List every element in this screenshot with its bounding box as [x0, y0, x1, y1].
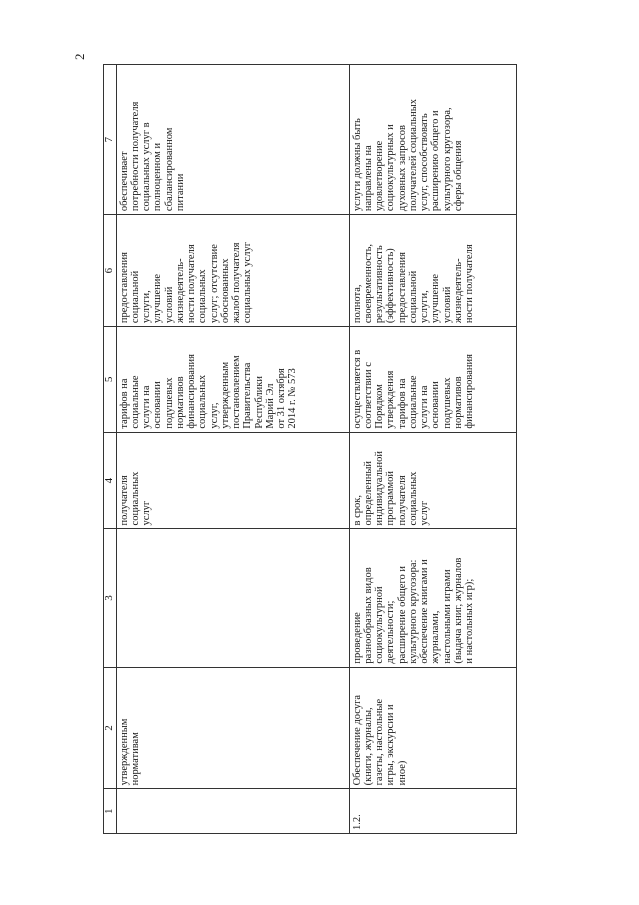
row1-funding: тарифов на социальные услуги на основании подушевых нормативов финансирования социальных услуг, утвержденным постановлением Правительства Республики Марий Эл от 31 октября 2014 г. № 573	[116, 327, 349, 433]
row2-number: 1.2.	[349, 789, 516, 834]
row1-conditions: обеспечивает потребности получателя социальных услуг в полноценном и сбалансированном питании	[116, 65, 349, 215]
header-cell-6: 6	[104, 215, 117, 327]
row1-number	[116, 789, 349, 834]
header-cell-4: 4	[104, 432, 117, 529]
header-cell-1: 1	[104, 789, 117, 834]
row1-term: получателя социальных услуг	[116, 432, 349, 529]
header-cell-3: 3	[104, 529, 117, 667]
row2-service-name: Обеспечение досуга (книги, журналы, газеты, настольные игры, экскурсии и иное)	[349, 667, 516, 789]
header-cell-7: 7	[104, 65, 117, 215]
row1-description	[116, 529, 349, 667]
header-cell-5: 5	[104, 327, 117, 433]
table-row	[116, 65, 349, 834]
row2-funding: осуществляется в соответствии с Порядком утверждения тарифов на социальные услуги на основании подушевых нормативов финансирования	[349, 327, 516, 433]
rotated-page-content	[103, 64, 543, 834]
row2-term: в срок, определенный индивидуальной программой получателя социальных услуг	[349, 432, 516, 529]
page-number: 2	[72, 53, 87, 60]
row2-conditions: услуги должны быть направлены на удовлетворение социокультурных и духовных запросов получателей социальных услуг, способствовать расширению общего и культурного кругозора, сферы общения	[349, 65, 516, 215]
services-table	[103, 64, 517, 834]
table-row	[349, 65, 516, 834]
row2-quality-indicators: полнота, своевременность, результативность (эффективность) предоставления социальной услуги, улучшение условий жизнедеятель- ности получателя	[349, 215, 516, 327]
row1-quality-indicators: предоставления социальной услуги, улучшение условий жизнедеятель- ности получателя социальных услуг; отсутствие обоснованных жалоб получателя социальных услуг	[116, 215, 349, 327]
row2-description: проведение разнообразных видов социокультурной деятельности; расширение общего и культурного кругозора: обеспечение книгами и журналами, настольными играми (выдача книг, журналов и настольных игр);	[349, 529, 516, 667]
table-header-row	[104, 65, 117, 834]
header-cell-2: 2	[104, 667, 117, 789]
row1-service-name: утвержденным нормативам	[116, 667, 349, 789]
